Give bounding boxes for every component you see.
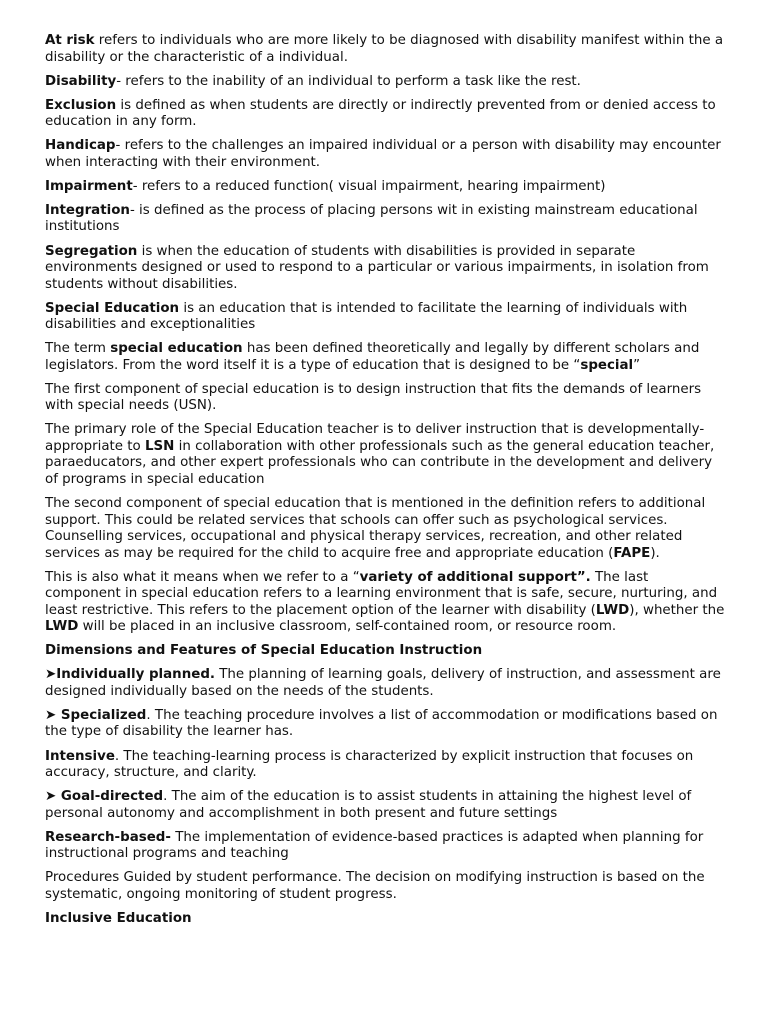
bold-term: Impairment: [45, 178, 133, 194]
text-segment: . The aim of the education is to assist students in attaining the highest level of personal autonomy and accomplishment in both present and future settings: [45, 789, 692, 821]
def-handicap: [45, 138, 728, 171]
text-segment: is an education that is intended to facilitate the learning of individuals with disabilities and exceptionalities: [45, 300, 688, 333]
def-integration: [45, 203, 728, 236]
text-segment: is when the education of students with disabilities is provided in separate environments designed or used to respond to a particular or various impairments, in isolation from students without disabilities.: [45, 243, 709, 292]
para-variety-support: [45, 570, 728, 636]
heading-dimensions: [45, 643, 728, 660]
bold-term: LSN: [145, 438, 175, 454]
text-segment: - refers to the challenges an impaired individual or a person with disability may encounter when interacting with their environment.: [45, 138, 721, 170]
text-segment: The second component of special education that is mentioned in the definition refers to additional support. This could be related services that schools can offer such as psychological services. Counselling services, occupational and physical therapy services, recreation, and other related services as may be required for the child to acquire free and appropriate education (: [45, 496, 706, 561]
text-segment: . The teaching-learning process is characterized by explicit instruction that focuses on accuracy, structure, and clarity.: [45, 748, 694, 780]
para-term-special-education: [45, 341, 728, 374]
para-second-component: [45, 496, 728, 562]
text-segment: The first component of special education is to design instruction that fits the demands of learners with special needs (USN).: [45, 381, 702, 414]
bold-term: Inclusive Education: [45, 910, 192, 926]
text-segment: The planning of learning goals, delivery of instruction, and assessment are designed individually based on the needs of the students.: [45, 667, 721, 699]
text-segment: ), whether the: [629, 602, 725, 618]
def-disability: [45, 74, 728, 91]
bold-term: Handicap: [45, 138, 116, 154]
text-segment: The term: [45, 341, 111, 357]
bold-term: Research-based-: [45, 829, 171, 845]
text-segment: will be placed in an inclusive classroom, self-contained room, or resource room.: [78, 619, 617, 635]
def-segregation: [45, 244, 728, 294]
bold-term: FAPE: [613, 545, 651, 561]
heading-inclusive-education: [45, 911, 728, 928]
document-body: [45, 33, 728, 927]
feature-individually-planned: [45, 667, 728, 700]
bold-term: special education: [110, 341, 243, 357]
feature-goal-directed: [45, 789, 728, 822]
text-segment: - refers to the inability of an individual to perform a task like the rest.: [116, 73, 581, 89]
feature-specialized: [45, 708, 728, 741]
text-segment: refers to individuals who are more likely to be diagnosed with disability manifest within the a disability or the characteristic of a individual.: [45, 33, 724, 65]
text-segment: Procedures Guided by student performance. The decision on modifying instruction is based on the systematic, ongoing monitoring of student progress.: [45, 870, 705, 902]
text-segment: - refers to a reduced function( visual impairment, hearing impairment): [132, 178, 606, 194]
text-segment: The implementation of evidence-based practices is adapted when planning for instructional programs and teaching: [45, 829, 704, 862]
def-special-education: [45, 301, 728, 334]
para-primary-role: [45, 422, 728, 488]
def-exclusion: [45, 98, 728, 131]
text-segment: The primary role of the Special Education teacher is to deliver instruction that is developmentally-appropriate to: [45, 422, 705, 454]
bold-term: At risk: [45, 33, 95, 48]
def-at-risk: [45, 33, 728, 66]
bold-term: Disability: [45, 73, 117, 89]
text-segment: - is defined as the process of placing persons wit in existing mainstream educational institutions: [45, 202, 698, 235]
bold-term: LWD: [45, 619, 79, 635]
bold-term: ➤ Specialized: [45, 707, 147, 723]
bold-term: Exclusion: [45, 97, 117, 113]
para-first-component: [45, 382, 728, 415]
bold-term: LWD: [595, 602, 630, 618]
text-segment: has been defined theoretically and legally by different scholars and legislators. From the word itself it is a type of education that is designed to be “: [45, 341, 700, 373]
feature-research-based: [45, 830, 728, 863]
def-impairment: [45, 179, 728, 196]
text-segment: ).: [650, 545, 660, 561]
bold-term: Segregation: [45, 243, 138, 259]
feature-intensive: [45, 749, 728, 782]
bold-term: Special Education: [45, 300, 180, 316]
text-segment: in collaboration with other professionals such as the general education teacher, paraeducators, and other expert professionals who can contribute in the development and delivery of programs in special education: [45, 438, 715, 487]
bold-term: Integration: [45, 202, 130, 218]
bold-term: ➤Individually planned.: [45, 667, 215, 683]
bold-term: Dimensions and Features of Special Education Instruction: [45, 643, 483, 659]
text-segment: ”: [633, 357, 641, 373]
text-segment: The last component in special education refers to a learning environment that is safe, secure, nurturing, and least restrictive. This refers to the placement option of the learner with disability (: [45, 569, 718, 618]
text-segment: is defined as when students are directly or indirectly prevented from or denied access to education in any form.: [45, 97, 716, 130]
text-segment: . The teaching procedure involves a list of accommodation or modifications based on the type of disability the learner has.: [45, 707, 718, 740]
bold-term: Intensive: [45, 748, 115, 764]
bold-term: special: [580, 357, 634, 373]
bold-term: variety of additional support”.: [359, 569, 591, 585]
text-segment: This is also what it means when we refer to a “: [45, 569, 360, 585]
feature-guided-by-performance: [45, 870, 728, 903]
bold-term: ➤ Goal-directed: [45, 789, 164, 805]
